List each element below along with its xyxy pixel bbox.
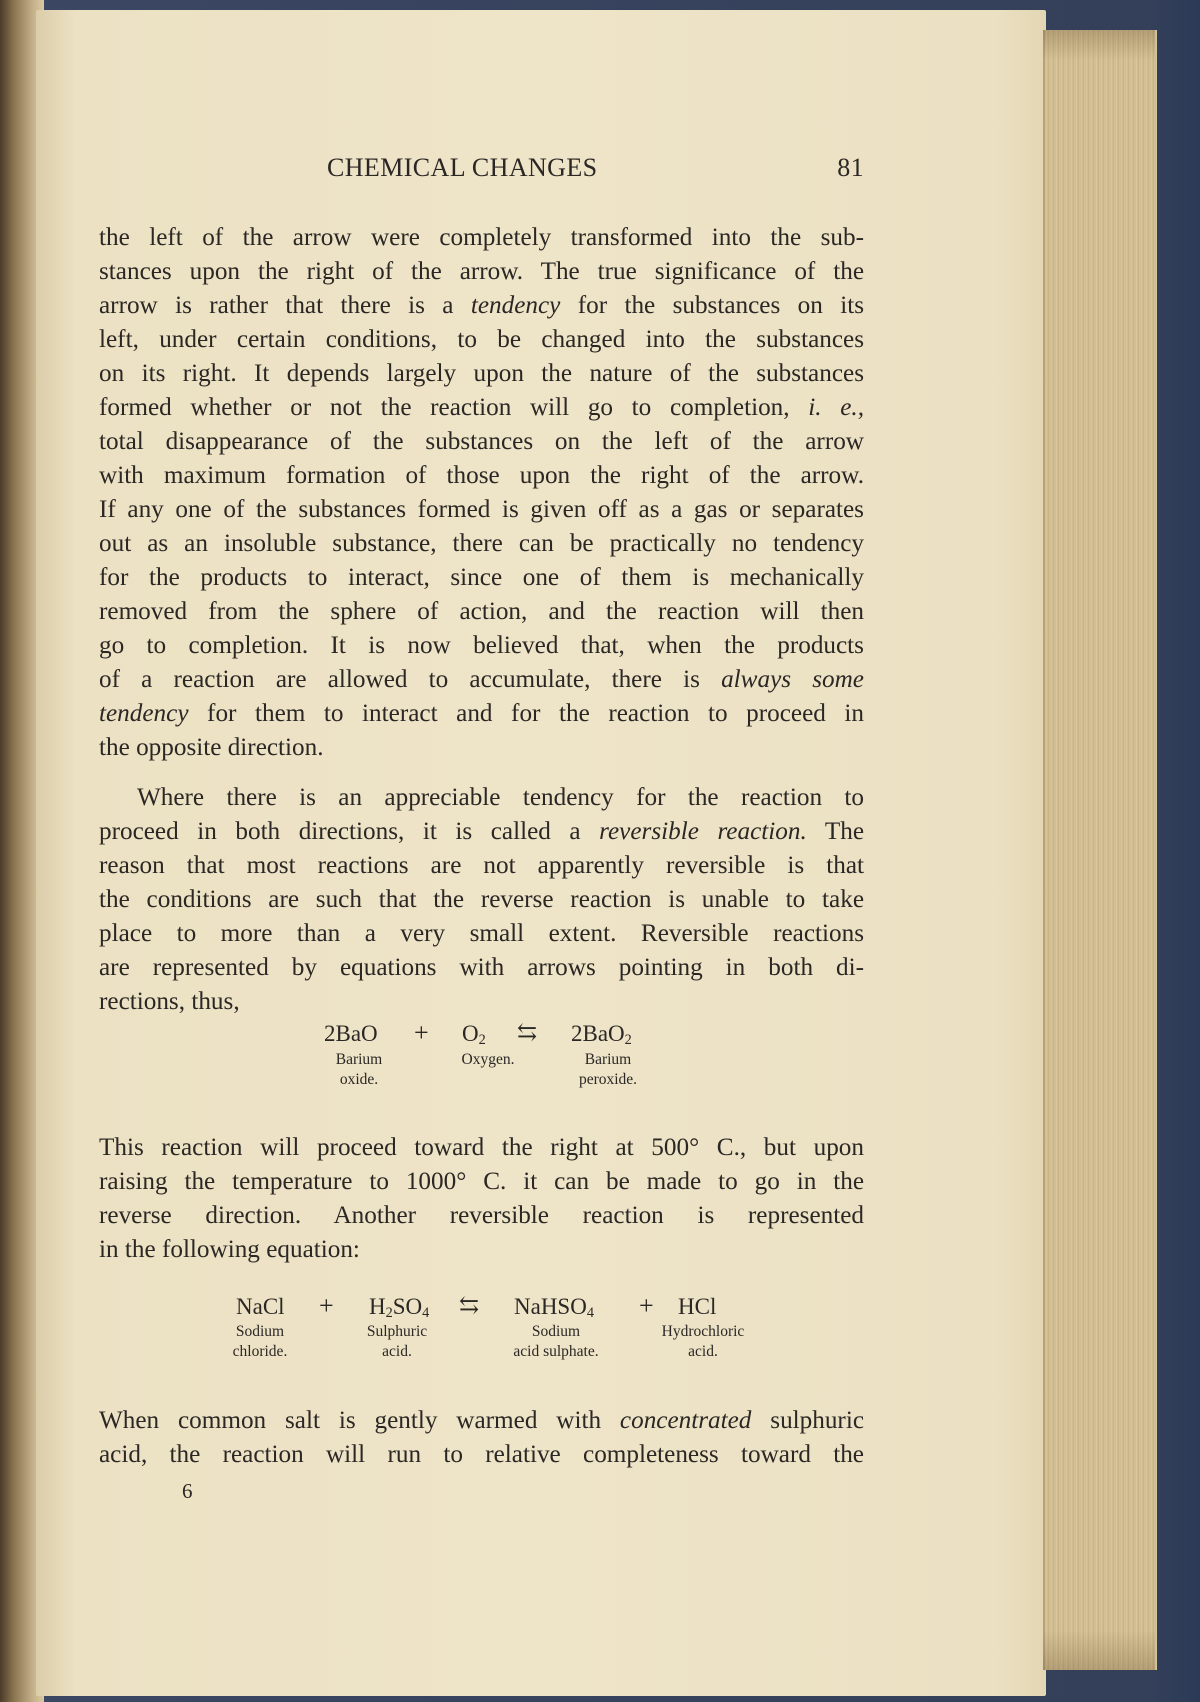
plus-sign: + [639,1291,654,1320]
page-number: 81 [837,153,864,182]
label-oxygen: Oxygen. [461,1051,515,1068]
paragraph-2 [99,781,864,1019]
text-line: stances upon the right of the arrow. The true significance of the [99,258,864,285]
emphasis: tendency [470,292,561,319]
paragraph-3 [99,1131,864,1267]
text-line: raising the temperature to 1000° C. it can be made to go in the [99,1168,864,1195]
text-line: reverse direction. Another reversible reaction is represented [99,1202,864,1229]
text-line: for the products to interact, since one of them is mechanically [99,564,864,591]
paragraph-4 [99,1404,864,1472]
label-sodium-chloride: Sodium chloride. [232,1323,288,1360]
text-line: the left of the arrow were completely transformed into the sub- [99,224,864,251]
plus-sign: + [319,1291,334,1320]
text-line: out as an insoluble substance, there can be practically no tendency [99,530,864,557]
text-line: left, under certain conditions, to be changed into the substances [99,326,864,353]
running-header [324,153,864,193]
text-line: arrow is rather that there is a tendency for the substances on its [99,292,864,319]
text-line: formed whether or not the reaction will go to completion, i. e., [99,394,864,421]
paragraph-1 [99,221,864,765]
emphasis: concentrated [619,1407,752,1434]
text-line: tendency for them to interact and for the reaction to proceed in [99,700,864,727]
text-line: reason that most reactions are not apparently reversible is that [99,852,864,879]
formula-barium-peroxide: 2BaO$_2$ [571,1021,632,1048]
text-line: total disappearance of the substances on the left of the arrow [99,428,864,455]
text-line: go to completion. It is now believed that, when the products [99,632,864,659]
text-line: are represented by equations with arrows pointing in both di- [99,954,864,981]
label-barium-peroxide: Barium peroxide. [578,1051,638,1088]
text-line: removed from the sphere of action, and the reaction will then [99,598,864,625]
plus-sign: + [414,1018,429,1047]
text-line: rections, thus, [99,988,240,1015]
label-hydrochloric-acid: Hydrochloric acid. [661,1323,745,1360]
text-line: with maximum formation of those upon the right of the arrow. [99,462,864,489]
text-line: This reaction will proceed toward the right at 500° C., but upon [99,1134,864,1161]
label-barium-oxide: Barium oxide. [335,1051,383,1088]
text-line: If any one of the substances formed is given off as a gas or separates [99,496,864,523]
label-sulphuric-acid: Sulphuric acid. [366,1323,428,1360]
label-sodium-acid-sulphate: Sodium acid sulphate. [513,1323,599,1360]
running-title: CHEMICAL CHANGES [327,153,598,182]
text-line: the opposite direction. [99,734,324,761]
formula-barium-oxide: 2BaO [324,1021,378,1046]
text-line: of a reaction are allowed to accumulate, there is always some [99,666,864,693]
emphasis: tendency [99,700,189,727]
emphasis: reversible reaction. [599,818,807,845]
formula-oxygen: $O_2$ [462,1021,486,1048]
text-line: acid, the reaction will run to relative completeness toward the [99,1441,864,1468]
text-line: in the following equation: [99,1236,360,1263]
signature-mark: 6 [182,1479,193,1503]
text-line: place to more than a very small extent. Reversible reactions [99,920,864,947]
reversible-arrow-icon: ⇆ [517,1020,538,1046]
reversible-arrow-icon: ⇆ [459,1293,480,1319]
formula-sodium-acid-sulphate: NaHSO$_4$ [514,1294,594,1321]
text-line: on its right. It depends largely upon the nature of the substances [99,360,864,387]
text-line: Where there is an appreciable tendency for the reaction to [137,784,864,811]
formula-hydrochloric-acid: HCl [678,1294,717,1319]
formula-sulphuric-acid: $H_2SO_4$ [369,1294,430,1321]
text-line: When common salt is gently warmed with concentrated sulphuric [99,1407,865,1434]
text-line: proceed in both directions, it is called a reversible reaction. The [99,818,864,845]
emphasis: always some [721,666,864,693]
emphasis: i. e., [808,394,864,421]
text-line: the conditions are such that the reverse reaction is unable to take [99,886,864,913]
formula-sodium-chloride: NaCl [236,1294,285,1319]
